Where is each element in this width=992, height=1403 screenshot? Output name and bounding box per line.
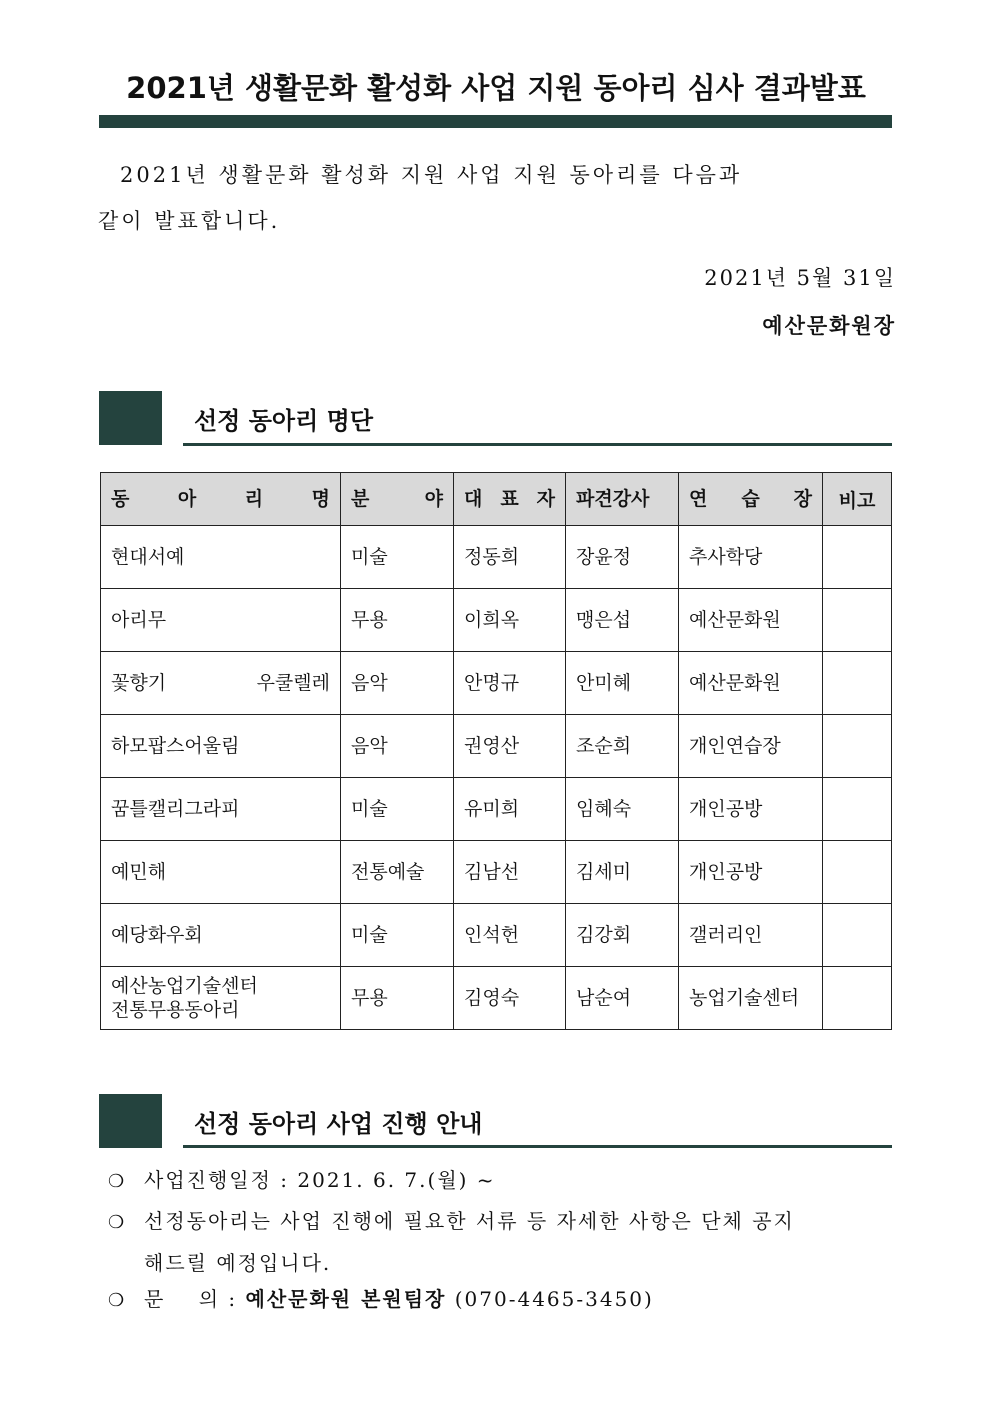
club-name: 아리무 [101,589,341,652]
club-name: 꿈틀캘리그라피 [101,778,341,841]
header-club-name: 동 아 리 명 [101,473,341,526]
header-field: 분 야 [341,473,454,526]
club-place: 예산문화원 [679,589,823,652]
club-field: 무용 [341,589,454,652]
club-place: 개인공방 [679,841,823,904]
notice-contact: ❍ 문 의 : 예산문화원 본원팀장 (070-4465-3450) [108,1279,654,1321]
header-instructor: 파견강사 [566,473,679,526]
intro-line-2: 같이 발표합니다. [98,209,281,233]
club-instructor: 김강회 [566,904,679,967]
club-name: 꽃향기 우쿨렐레 [101,652,341,715]
table-row [101,652,892,715]
notice-schedule: ❍ 사업진행일정 : 2021. 6. 7.(월) ~ [108,1160,496,1202]
club-representative: 이희옥 [454,589,566,652]
club-place: 개인공방 [679,778,823,841]
table-header-row [101,473,892,526]
table-row [101,841,892,904]
notice-contact-label: 문 의 [144,1287,221,1311]
section-underline [183,1145,892,1148]
club-table [100,472,892,1030]
club-note [823,589,892,652]
section-marker-box [99,1094,162,1148]
club-note [823,526,892,589]
club-representative: 안명규 [454,652,566,715]
notice-documents [108,1201,892,1283]
header-practice-place: 연 습 장 [679,473,823,526]
club-instructor: 안미혜 [566,652,679,715]
club-instructor: 조순희 [566,715,679,778]
club-field: 음악 [341,715,454,778]
club-name: 예산농업기술센터 [111,975,258,997]
club-field: 미술 [341,778,454,841]
club-place: 개인연습장 [679,715,823,778]
header-note: 비고 [823,473,892,526]
club-name: 예민해 [101,841,341,904]
table-row [101,904,892,967]
table-row [101,778,892,841]
club-instructor: 남순여 [566,967,679,1030]
club-representative: 권영산 [454,715,566,778]
notice-documents-line-2: 해드릴 예정입니다. [144,1251,332,1275]
club-place: 농업기술센터 [679,967,823,1030]
notice-schedule-value: 2021. 6. 7.(월) ~ [297,1168,496,1192]
notice-contact-value: 예산문화원 본원팀장 [245,1287,447,1311]
circle-bullet-icon: ❍ [108,1171,127,1192]
club-place: 추사학당 [679,526,823,589]
section-underline [183,443,892,446]
table-row [101,967,892,1030]
club-place: 갤러리인 [679,904,823,967]
intro-paragraph [98,152,888,244]
club-instructor: 임혜숙 [566,778,679,841]
circle-bullet-icon: ❍ [108,1290,127,1311]
title-underline-bar [99,115,892,128]
section-marker-box [99,391,162,445]
club-field: 음악 [341,652,454,715]
section-title-club-list: 선정 동아리 명단 [194,407,373,435]
club-instructor: 김세미 [566,841,679,904]
club-instructor: 맹은섭 [566,589,679,652]
club-field: 전통예술 [341,841,454,904]
intro-line-1: 2021년 생활문화 활성화 지원 사업 지원 동아리를 다음과 [120,163,743,187]
signer: 예산문화원장 [762,313,896,338]
club-field: 미술 [341,526,454,589]
club-place: 예산문화원 [679,652,823,715]
club-name-line-2: 전통무용동아리 [111,999,240,1021]
table-row [101,715,892,778]
club-field: 무용 [341,967,454,1030]
club-note [823,715,892,778]
notice-contact-phone: (070-4465-3450) [454,1287,654,1311]
club-name-cell [101,967,341,1030]
table-row [101,589,892,652]
circle-bullet-icon: ❍ [108,1212,127,1233]
header-representative: 대 표 자 [454,473,566,526]
table-row [101,526,892,589]
club-note [823,652,892,715]
club-representative: 김영숙 [454,967,566,1030]
club-note [823,967,892,1030]
page-title: 2021년 생활문화 활성화 사업 지원 동아리 심사 결과발표 [126,71,866,105]
club-representative: 인석헌 [454,904,566,967]
club-note [823,904,892,967]
club-representative: 유미희 [454,778,566,841]
club-instructor: 장윤정 [566,526,679,589]
club-representative: 정동희 [454,526,566,589]
club-name: 현대서예 [101,526,341,589]
club-field: 미술 [341,904,454,967]
section-title-progress-guide: 선정 동아리 사업 진행 안내 [194,1110,483,1138]
club-note [823,778,892,841]
club-name: 예당화우회 [101,904,341,967]
notice-documents-line-1: 선정동아리는 사업 진행에 필요한 서류 등 자세한 사항은 단체 공지 [144,1209,795,1233]
club-representative: 김남선 [454,841,566,904]
club-note [823,841,892,904]
notice-schedule-label: 사업진행일정 [144,1168,272,1192]
club-name: 하모팝스어울림 [101,715,341,778]
announcement-date: 2021년 5월 31일 [704,266,896,290]
